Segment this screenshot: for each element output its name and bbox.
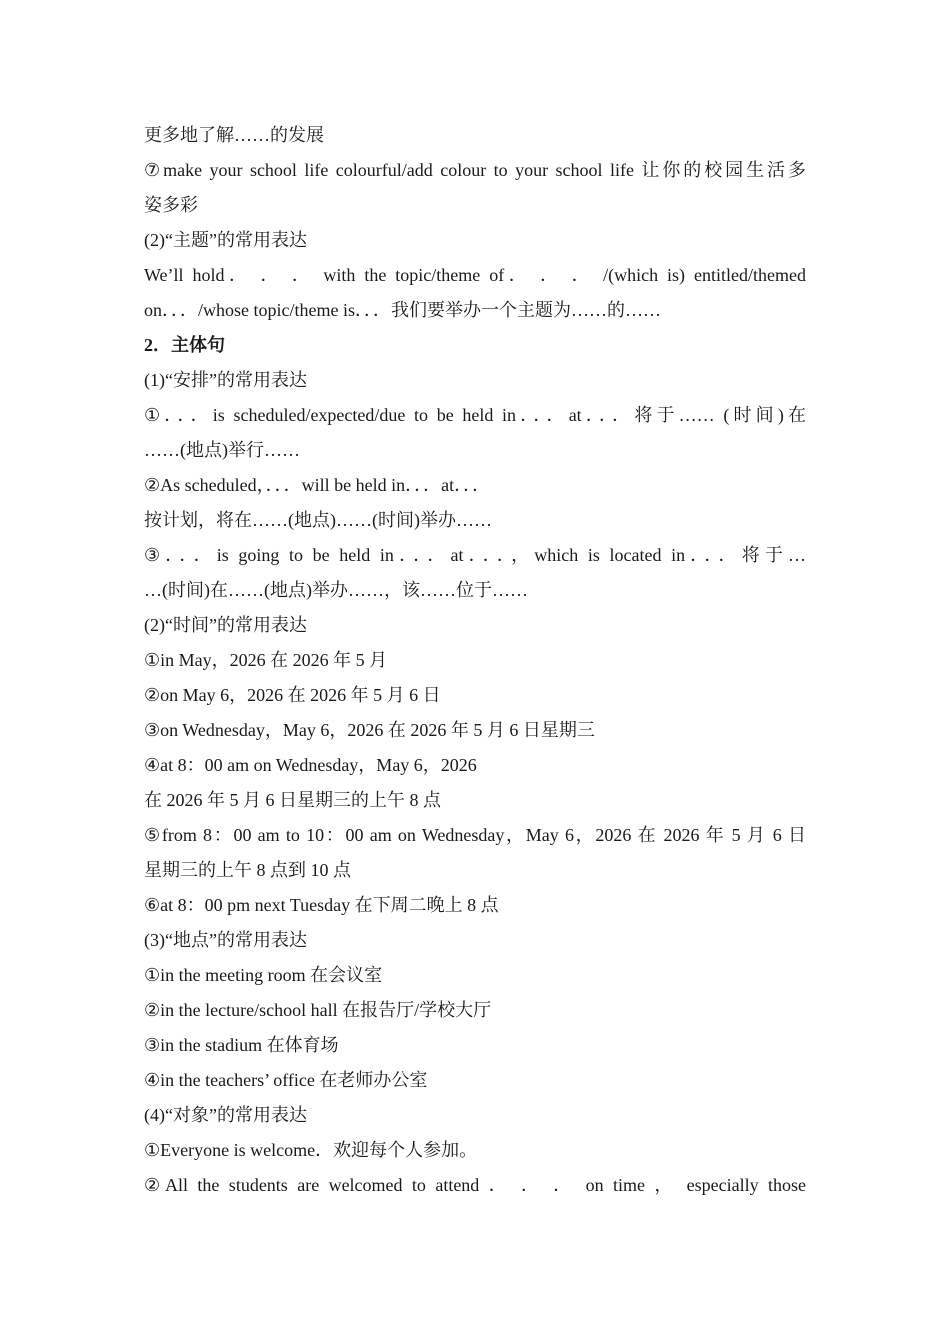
text-line: …(时间)在……(地点)举办……，该……位于…… (144, 580, 528, 600)
text-line: ③．．．is going to be held in．．．at．．．，which is located in．．．将于… (144, 545, 806, 565)
text-line: ⑦make your school life colourful/add colour to your school life 让你的校园生活多 (144, 160, 806, 180)
text-line: ①in the meeting room 在会议室 (144, 965, 383, 985)
text-line: (1)“安排”的常用表达 (144, 370, 307, 390)
text-line: (2)“时间”的常用表达 (144, 615, 307, 635)
text-line: 更多地了解……的发展 (144, 125, 324, 145)
text-line: 按计划，将在……(地点)……(时间)举办…… (144, 510, 492, 530)
text-line: ①in May，2026 在 2026 年 5 月 (144, 650, 388, 670)
text-line: 姿多彩 (144, 195, 198, 215)
text-line: We’ll hold． ． ． with the topic/theme of． ． ． /(which is) entitled/themed (144, 265, 806, 285)
text-line: ④at 8：00 am on Wednesday，May 6，2026 (144, 755, 477, 775)
text-line: ②As scheduled，．．．will be held in．．．at．．． (144, 475, 491, 495)
text-line: ③on Wednesday，May 6，2026 在 2026 年 5 月 6 日星期三 (144, 720, 595, 740)
text-line: ……(地点)举行…… (144, 440, 300, 460)
text-line: ②on May 6，2026 在 2026 年 5 月 6 日 (144, 685, 441, 705)
text-line: ⑥at 8：00 pm next Tuesday 在下周二晚上 8 点 (144, 895, 499, 915)
text-line: (3)“地点”的常用表达 (144, 930, 307, 950)
section-heading: 2．主体句 (144, 335, 225, 355)
text-line: ①Everyone is welcome．欢迎每个人参加。 (144, 1140, 478, 1160)
text-line: ①．．．is scheduled/expected/due to be held in．．．at．．．将于…… (时间)在 (144, 405, 806, 425)
text-line: ③in the stadium 在体育场 (144, 1035, 339, 1055)
text-line: 星期三的上午 8 点到 10 点 (144, 860, 351, 880)
text-line: ⑤from 8：00 am to 10：00 am on Wednesday，May 6，2026 在 2026 年 5 月 6 日 (144, 825, 806, 845)
text-line: on．．．/whose topic/theme is．．．我们要举办一个主题为……的…… (144, 300, 661, 320)
document-body (144, 118, 806, 1203)
text-line: 在 2026 年 5 月 6 日星期三的上午 8 点 (144, 790, 441, 810)
text-line: (4)“对象”的常用表达 (144, 1105, 307, 1125)
text-line: (2)“主题”的常用表达 (144, 230, 307, 250)
text-line: ④in the teachers’ office 在老师办公室 (144, 1070, 428, 1090)
text-line: ②in the lecture/school hall 在报告厅/学校大厅 (144, 1000, 492, 1020)
text-line: ②All the students are welcomed to attend ． ． ． on time ， especially those (144, 1175, 806, 1195)
